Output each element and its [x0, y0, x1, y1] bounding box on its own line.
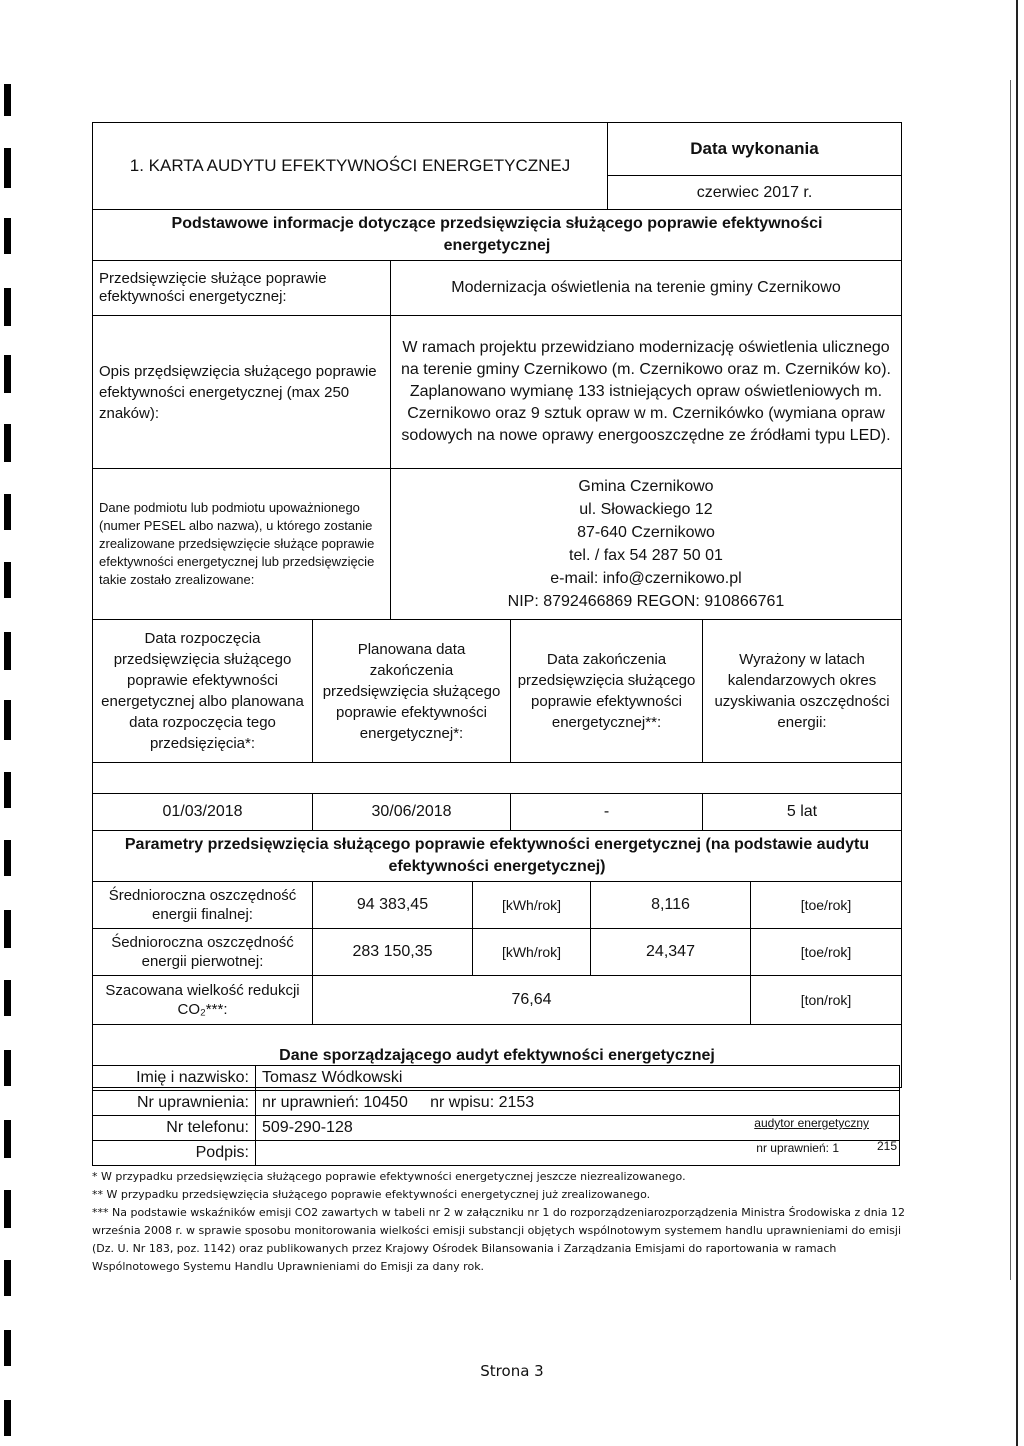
end-date-header: Data zakończenia przedsięwzięcia służącego poprawie efektywności energetycznej**:	[511, 620, 703, 762]
audit-card-table	[92, 122, 902, 1088]
date-cell	[608, 123, 901, 209]
footnotes	[92, 1168, 912, 1276]
scan-mark	[4, 148, 11, 188]
dates-spacer-row	[93, 763, 901, 794]
scan-mark	[4, 980, 11, 1016]
param-label: Śednioroczna oszczędność energii pierwotnej:	[93, 929, 313, 975]
dates-header-row	[93, 620, 901, 763]
scan-mark	[4, 1190, 11, 1228]
project-row	[93, 261, 901, 316]
entity-line: ul. Słowackiego 12	[579, 501, 713, 518]
auditor-label: Nr telefonu:	[93, 1116, 256, 1141]
entity-line: e-mail: info@czernikowo.pl	[550, 570, 742, 587]
scan-mark	[4, 1400, 11, 1436]
param-value: 24,347	[591, 929, 751, 975]
start-date-header: Data rozpoczęcia przedsięwzięcia służącego poprawie efektywności energetycznej albo planowana data rozpoczęcia tego przedsięzięcia*:	[93, 620, 313, 762]
auditor-row	[93, 1116, 900, 1141]
planned-end-date-header: Planowana data zakończenia przedsięwzięcia służącego poprawie efektywności energetycznej*:	[313, 620, 511, 762]
scan-mark	[4, 1050, 11, 1086]
savings-period-header: Wyrażony w latach kalendarzowych okres uzyskiwania oszczędności energii:	[714, 651, 890, 731]
param-row-primary-energy	[93, 929, 901, 976]
footnote: * W przypadku przedsięwzięcia służącego poprawie efektywności energetycznej jeszcze niezrealizowanego.	[92, 1170, 686, 1183]
scan-mark	[4, 494, 11, 530]
stamp-text: nr uprawnień: 1	[756, 1141, 839, 1155]
title-row	[93, 123, 901, 210]
auditor-label: Podpis:	[93, 1141, 256, 1166]
entity-line: Gmina Czernikowo	[578, 478, 714, 495]
parameters-heading: Parametry przedsięwzięcia służącego poprawie efektywności energetycznej (na podstawie audytu efektywności energetycznej)	[124, 836, 870, 875]
auditor-label: Imię i nazwisko:	[93, 1066, 256, 1091]
param-unit: [ton/rok]	[800, 992, 852, 1008]
scan-mark	[4, 424, 11, 462]
param-label: Średnioroczna oszczędność energii finalnej:	[93, 882, 313, 928]
description-value: W ramach projektu przewidziano modernizację oświetlenia ulicznego na terenie gminy Czernikowo (m. Czernikowo oraz m. Czerników ko). Zaplanowano wymianę 133 istniejących opraw oświetleniowych m. Czernikowo oraz 9 sztuk opraw w m. Czernikówko (wymiana opraw sodowych na nowe oprawy energooszczędne ze źródłami typu LED).	[401, 339, 891, 444]
description-row	[93, 316, 901, 469]
param-row-final-energy	[93, 882, 901, 929]
scan-mark	[4, 1120, 11, 1158]
param-unit: [toe/rok]	[800, 897, 852, 913]
footnote: ** W przypadku przedsięwzięcia służącego poprawie efektywności energetycznej już zrealizowanego.	[92, 1188, 651, 1201]
start-date-value: 01/03/2018	[93, 794, 313, 830]
param-value: 283 150,35	[313, 929, 473, 975]
scan-mark	[4, 288, 11, 326]
auditor-value-cell	[256, 1116, 900, 1141]
param-label: Szacowana wielkość redukcji CO₂***:	[93, 976, 313, 1024]
auditor-table	[92, 1065, 900, 1166]
card-title: 1. KARTA AUDYTU EFEKTYWNOŚCI ENERGETYCZNEJ	[129, 156, 571, 175]
param-value: 94 383,45	[313, 882, 473, 928]
end-date-value: -	[511, 794, 703, 830]
auditor-value: Tomasz Wódkowski	[256, 1066, 900, 1091]
scan-mark	[4, 700, 11, 740]
scan-mark	[4, 562, 11, 598]
savings-period-value: 5 lat	[786, 803, 818, 820]
scan-mark	[4, 218, 11, 254]
entity-line: tel. / fax 54 287 50 01	[569, 547, 723, 564]
entity-value	[391, 469, 901, 619]
auditor-row	[93, 1066, 900, 1091]
description-label: Opis przędsięwzięcia służącego poprawie efektywności energetycznej (max 250 znaków):	[93, 316, 391, 468]
date-label: Data wykonania	[608, 123, 901, 176]
scan-mark	[4, 1260, 11, 1296]
entity-line: 87-640 Czernikowo	[577, 524, 715, 541]
stamp-number: 215	[876, 1139, 897, 1153]
param-unit: [kWh/rok]	[473, 882, 591, 928]
scan-mark	[4, 1330, 11, 1366]
spacer	[93, 763, 901, 793]
dates-values-row	[93, 794, 901, 831]
scan-mark	[4, 772, 11, 808]
entity-line: NIP: 8792466869 REGON: 910866761	[507, 593, 785, 610]
scan-edge	[1010, 80, 1011, 1280]
param-unit: [toe/rok]	[800, 944, 852, 960]
auditor-row	[93, 1091, 900, 1116]
stamp-text: audytor energetyczny	[754, 1116, 869, 1130]
auditor-value: 509-290-128	[262, 1119, 353, 1136]
entity-label: Dane podmiotu lub podmiotu upoważnionego (numer PESEL albo nazwa), u którego zostanie zrealizowane przedsięwzięcie służące poprawie efektywności energetycznej lub przedsięwzięcie takie zostało zrealizowane:	[93, 469, 391, 619]
footnote: *** Na podstawie wskaźników emisji CO2 zawartych w tabeli nr 2 w załączniku nr 1 do rozporządzeniarozporządzenia Ministra Środowiska z dnia 12 września 2008 r. w sprawie sposobu monitorowania wielkości emisji substancji objętych wspólnotowym systemem handlu uprawnieniami do emisji (Dz. U. Nr 183, poz. 1142) oraz publikowanych przez Krajowy Ośrodek Bilansowania i Zarządzania Emisjami do raportowania w ramach Wspólnotowego Systemu Handlu Uprawnieniami do Emisji za dany rok.	[92, 1206, 905, 1273]
date-value: czerwiec 2017 r.	[696, 183, 813, 201]
scan-mark	[4, 840, 11, 876]
scan-mark	[4, 910, 11, 948]
auditor-value: nr uprawnień: 10450 nr wpisu: 2153	[256, 1091, 900, 1116]
signature-cell	[256, 1141, 900, 1166]
card-title-cell	[93, 123, 608, 209]
param-row-co2	[93, 976, 901, 1025]
auditor-label: Nr uprawnienia:	[93, 1091, 256, 1116]
param-unit: [kWh/rok]	[473, 929, 591, 975]
project-value: Modernizacja oświetlenia na terenie gminy Czernikowo	[451, 279, 841, 296]
parameters-heading-row	[93, 831, 901, 882]
auditor-heading: Dane sporządzającego audyt efektywności energetycznej	[279, 1047, 715, 1064]
param-value: 76,64	[313, 976, 751, 1024]
basic-info-heading-row	[93, 210, 901, 261]
planned-end-date-value: 30/06/2018	[313, 794, 511, 830]
scan-edge	[1016, 0, 1018, 1446]
scan-mark	[4, 355, 11, 393]
page-number: Strona 3	[480, 1362, 544, 1380]
entity-row	[93, 469, 901, 620]
project-label: Przedsięwzięcie służące poprawie efektywności energetycznej:	[93, 261, 391, 315]
param-value: 8,116	[591, 882, 751, 928]
auditor-row	[93, 1141, 900, 1166]
basic-info-heading: Podstawowe informacje dotyczące przedsięwzięcia służącego poprawie efektywności energetycznej	[171, 215, 823, 254]
scan-mark	[4, 84, 11, 116]
scan-mark	[4, 632, 11, 670]
